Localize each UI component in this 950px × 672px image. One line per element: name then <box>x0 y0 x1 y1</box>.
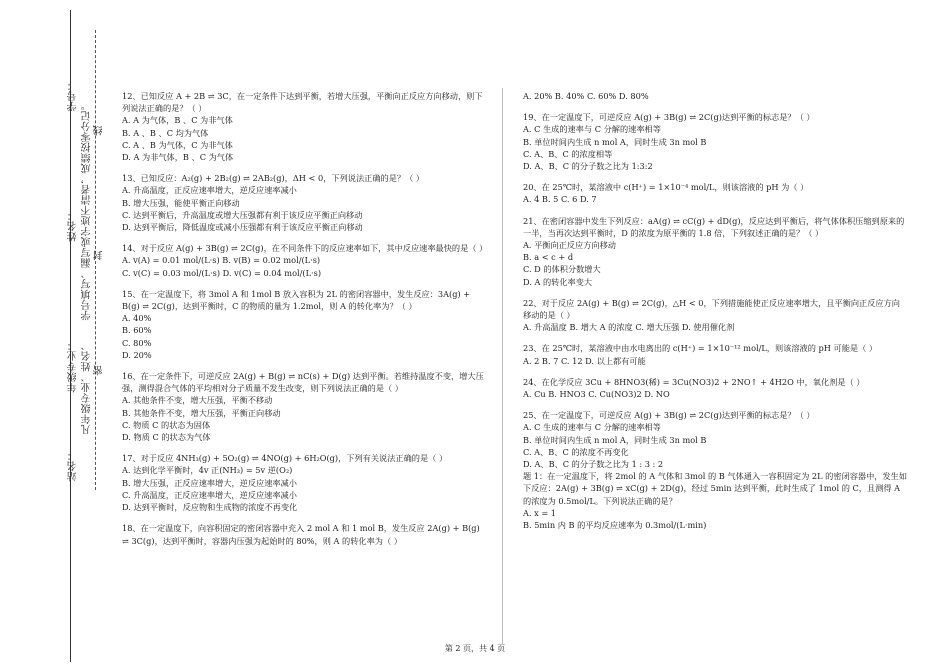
question-block <box>122 452 487 513</box>
answer-option: A. A 为气体，B 、C 为非气体 <box>122 115 233 126</box>
binding-margin <box>0 0 105 672</box>
question-stem: 24、在化学反应 3Cu + 8HNO3(稀) = 3Cu(NO3)2 + 2NO↑ + 4H2O 中，氧化剂是（ ） <box>523 376 865 387</box>
mi-mark: 密 <box>94 365 105 376</box>
answer-option: A. C 生成的速率与 C 分解的速率相等 <box>523 124 661 135</box>
answer-option: D. A、B、C 的分子数之比为 1:3:2 <box>523 161 653 172</box>
answer-option: D. A 为非气体，B 、C 为气体 <box>122 152 234 163</box>
answer-option: A. 4 B. 5 C. 6 D. 7 <box>523 194 597 205</box>
answer-option: A. Cu B. HNO3 C. Cu(NO3)2 D. NO <box>523 389 670 400</box>
answer-option: D. 20% <box>122 349 152 360</box>
question-block <box>523 90 908 102</box>
question-block <box>122 90 487 163</box>
answer-option: D. A、B、C 的分子数之比为 1 : 3 : 2 <box>523 459 664 470</box>
question-stem: 13、已知反应：A₂(g) + 2B₂(g) ⇌ 2AB₂(g)，ΔH < 0，下列说法正确的是？（ ） <box>122 173 425 184</box>
question-stem: 20、在 25℃时，某溶液中 c(H⁺) = 1×10⁻⁴ mol/L，则该溶液的 pH 为（ ） <box>523 182 809 193</box>
answer-option: B. 增大压强，能使平衡正向移动 <box>122 197 240 208</box>
answer-option: A. 达到化学平衡时，4v 正(NH₃) = 5v 逆(O₂) <box>122 465 293 476</box>
answer-option: D. 达到平衡时，反应物和生成物的浓度不再变化 <box>122 502 298 513</box>
left-column <box>122 90 487 556</box>
question-block <box>523 376 908 400</box>
answer-option: B. 单位时间内生成 n mol A，同时生成 3n mol B <box>523 136 707 147</box>
answer-option: C. 升高温度，正反应速率增大，逆反应速率减小 <box>122 489 297 500</box>
question-stem: 22、对于反应 2A(g) + B(g) ⇌ 2C(g)，△H < 0，下列措施能使正反应速率增大，且平衡向正反应方向移动的是（ ） <box>523 297 900 321</box>
answer-option: D. 达到平衡后，降低温度或减小压强都有利于该反应平衡正向移动 <box>122 222 363 233</box>
answer-option: A. 升高温度 B. 增大 A 的浓度 C. 增大压强 D. 使用催化剂 <box>523 322 735 333</box>
question-block <box>523 215 908 288</box>
right-column <box>523 90 908 540</box>
answer-option: A. 其他条件不变，增大压强，平衡不移动 <box>122 395 273 406</box>
answer-option: B. 增大压强，正反应速率增大，逆反应速率减小 <box>122 477 297 488</box>
page-footer: 第 2 页，共 4 页 <box>444 644 506 653</box>
answer-option: A. x = 1 <box>523 507 557 518</box>
question-block <box>122 522 487 546</box>
question-stem: 21、在密闭容器中发生下列反应：aA(g) ⇌ cC(g) + dD(g)，反应达到平衡后，将气体体积压缩到原来的一半，当再次达到平衡时，D 的浓度为原平衡的 1.8 倍，下列叙述正确的是？（ ） <box>523 215 905 238</box>
answer-option: C. 物质 C 的状态为固体 <box>122 419 211 430</box>
question-block <box>523 111 908 172</box>
answer-option: A. 升高温度，正反应速率增大，逆反应速率减小 <box>122 185 297 196</box>
question-block <box>523 181 908 205</box>
question-block <box>523 409 908 531</box>
answer-option: C. 80% <box>122 337 152 348</box>
student-id-label: 学号： <box>68 80 79 112</box>
answer-option: B. 其他条件不变，增大压强，平衡正向移动 <box>122 407 281 418</box>
question-block <box>122 172 487 233</box>
question-stem: 19、在一定温度下，可逆反应 A(g) + 3B(g) ⇌ 2C(g)达到平衡的标志是？（ ） <box>523 112 815 123</box>
question-stem: 25、在一定温度下，可逆反应 A(g) + 3B(g) ⇌ 2C(g)达到平衡的标志是？（ ） <box>523 410 815 421</box>
answer-option: A. 2 B. 7 C. 12 D. 以上都有可能 <box>523 355 646 366</box>
question-block <box>122 242 487 279</box>
answer-option: B. a < c + d <box>523 252 574 263</box>
notice-text: 学号填写、漏写或字迹不清者，成绩按零分记。 <box>82 100 93 321</box>
answer-option: D. A 的转化率变大 <box>523 276 593 287</box>
feng-mark: 封 <box>94 250 105 261</box>
answer-option: A. 40% <box>122 313 152 324</box>
question-stem: 23、在 25℃时，某溶液中由水电离出的 c(H⁺) = 1×10⁻¹² mol/L，则该溶液的 pH 可能是（ ） <box>523 343 878 354</box>
question-stem: 14、对于反应 A(g) + 3B(g) ⇌ 2C(g)，在不同条件下的反应速率如下，其中反应速率最快的是（ ） <box>122 243 488 254</box>
question-stem: 18、在一定温度下，向容积固定的密闭容器中充入 2 mol A 和 1 mol B，发生反应 2A(g) + B(g) ⇌ 3C(g)，达到平衡时，容器内压强为起始时的 80%，则 A 的转化率为（ ） <box>122 523 480 546</box>
column-divider <box>502 88 503 644</box>
answer-option: C. A、B、C 的浓度相等 <box>523 148 613 159</box>
question-stem: 17、对于反应 4NH₃(g) + 5O₂(g) ⇌ 4NO(g) + 6H₂O(g)，下列有关说法正确的是（ ） <box>122 453 448 464</box>
question-block <box>122 370 487 443</box>
answer-option: 题 1：在一定温度下，将 2mol 的 A 气体和 3mol 的 B 气体通入一容积固定为 2L 的密闭容器中，发生如下反应：2A(g) + 3B(g) ⇌ xC(g) + 2D(g)，经过 5min 达到平衡，此时生成了 1mol 的 C，且测得 A 的浓度为 0.5mol/L。下列说法正确的是？ <box>523 471 908 506</box>
school-label: 站名： <box>68 450 79 482</box>
question-stem: 12、已知反应 A + 2B ⇌ 3C，在一定条件下达到平衡，若增大压强，平衡向正反应方向移动，则下列说法正确的是？（ ） <box>122 91 483 114</box>
answer-option: B. 单位时间内生成 n mol A，同时生成 3n mol B <box>523 434 707 445</box>
answer-option: C. 达到平衡后，升高温度或增大压强都有利于该反应平衡正向移动 <box>122 209 363 220</box>
answer-option: B. A 、B 、C 均为气体 <box>122 127 209 138</box>
answer-option: A. 平衡向正反应方向移动 <box>523 240 616 251</box>
answer-option: A. C 生成的速率与 C 分解的速率相等 <box>523 422 661 433</box>
answer-option: A. v(A) = 0.01 mol/(L·s) B. v(B) = 0.02 mol/(L·s) <box>122 255 321 266</box>
answer-option: C. A 、B 为气体，C 为非气体 <box>122 139 233 150</box>
name-label: 姓名： <box>68 210 79 242</box>
question-block <box>523 342 908 366</box>
question-stem: A. 20% B. 40% C. 60% D. 80% <box>523 91 649 101</box>
question-block <box>122 288 487 361</box>
question-block <box>523 297 908 334</box>
answer-option: B. 60% <box>122 325 152 336</box>
question-stem: 16、在一定条件下，可逆反应 2A(g) + B(g) ⇌ nC(s) + D(g) 达到平衡。若维持温度不变，增大压强，测得混合气体的平均相对分子质量不发生改变，则下列说法正确的是（ ） <box>122 371 484 394</box>
question-stem: 15、在一定温度下，将 3mol A 和 1mol B 放入容积为 2L 的密闭容器中，发生反应：3A(g) + B(g) ⇌ 2C(g)，达到平衡时，C 的物质的量为 1.2mol，则 A 的转化率为？（ ） <box>122 288 471 312</box>
answer-option: D. 物质 C 的状态为气体 <box>122 432 211 443</box>
grade-major-label: 年级专业： <box>68 340 79 393</box>
instruction-text: 凡年级专业、姓名、 <box>82 340 93 435</box>
xian-mark: 线 <box>94 125 105 136</box>
answer-option: B. 5min 内 B 的平均反应速率为 0.3mol/(L·min) <box>523 520 707 531</box>
answer-option: C. A、B、C 的浓度不再变化 <box>523 446 629 457</box>
answer-option: C. D 的体积分数增大 <box>523 264 601 275</box>
answer-option: C. v(C) = 0.03 mol/(L·s) D. v(C) = 0.04 mol/(L·s) <box>122 267 322 278</box>
